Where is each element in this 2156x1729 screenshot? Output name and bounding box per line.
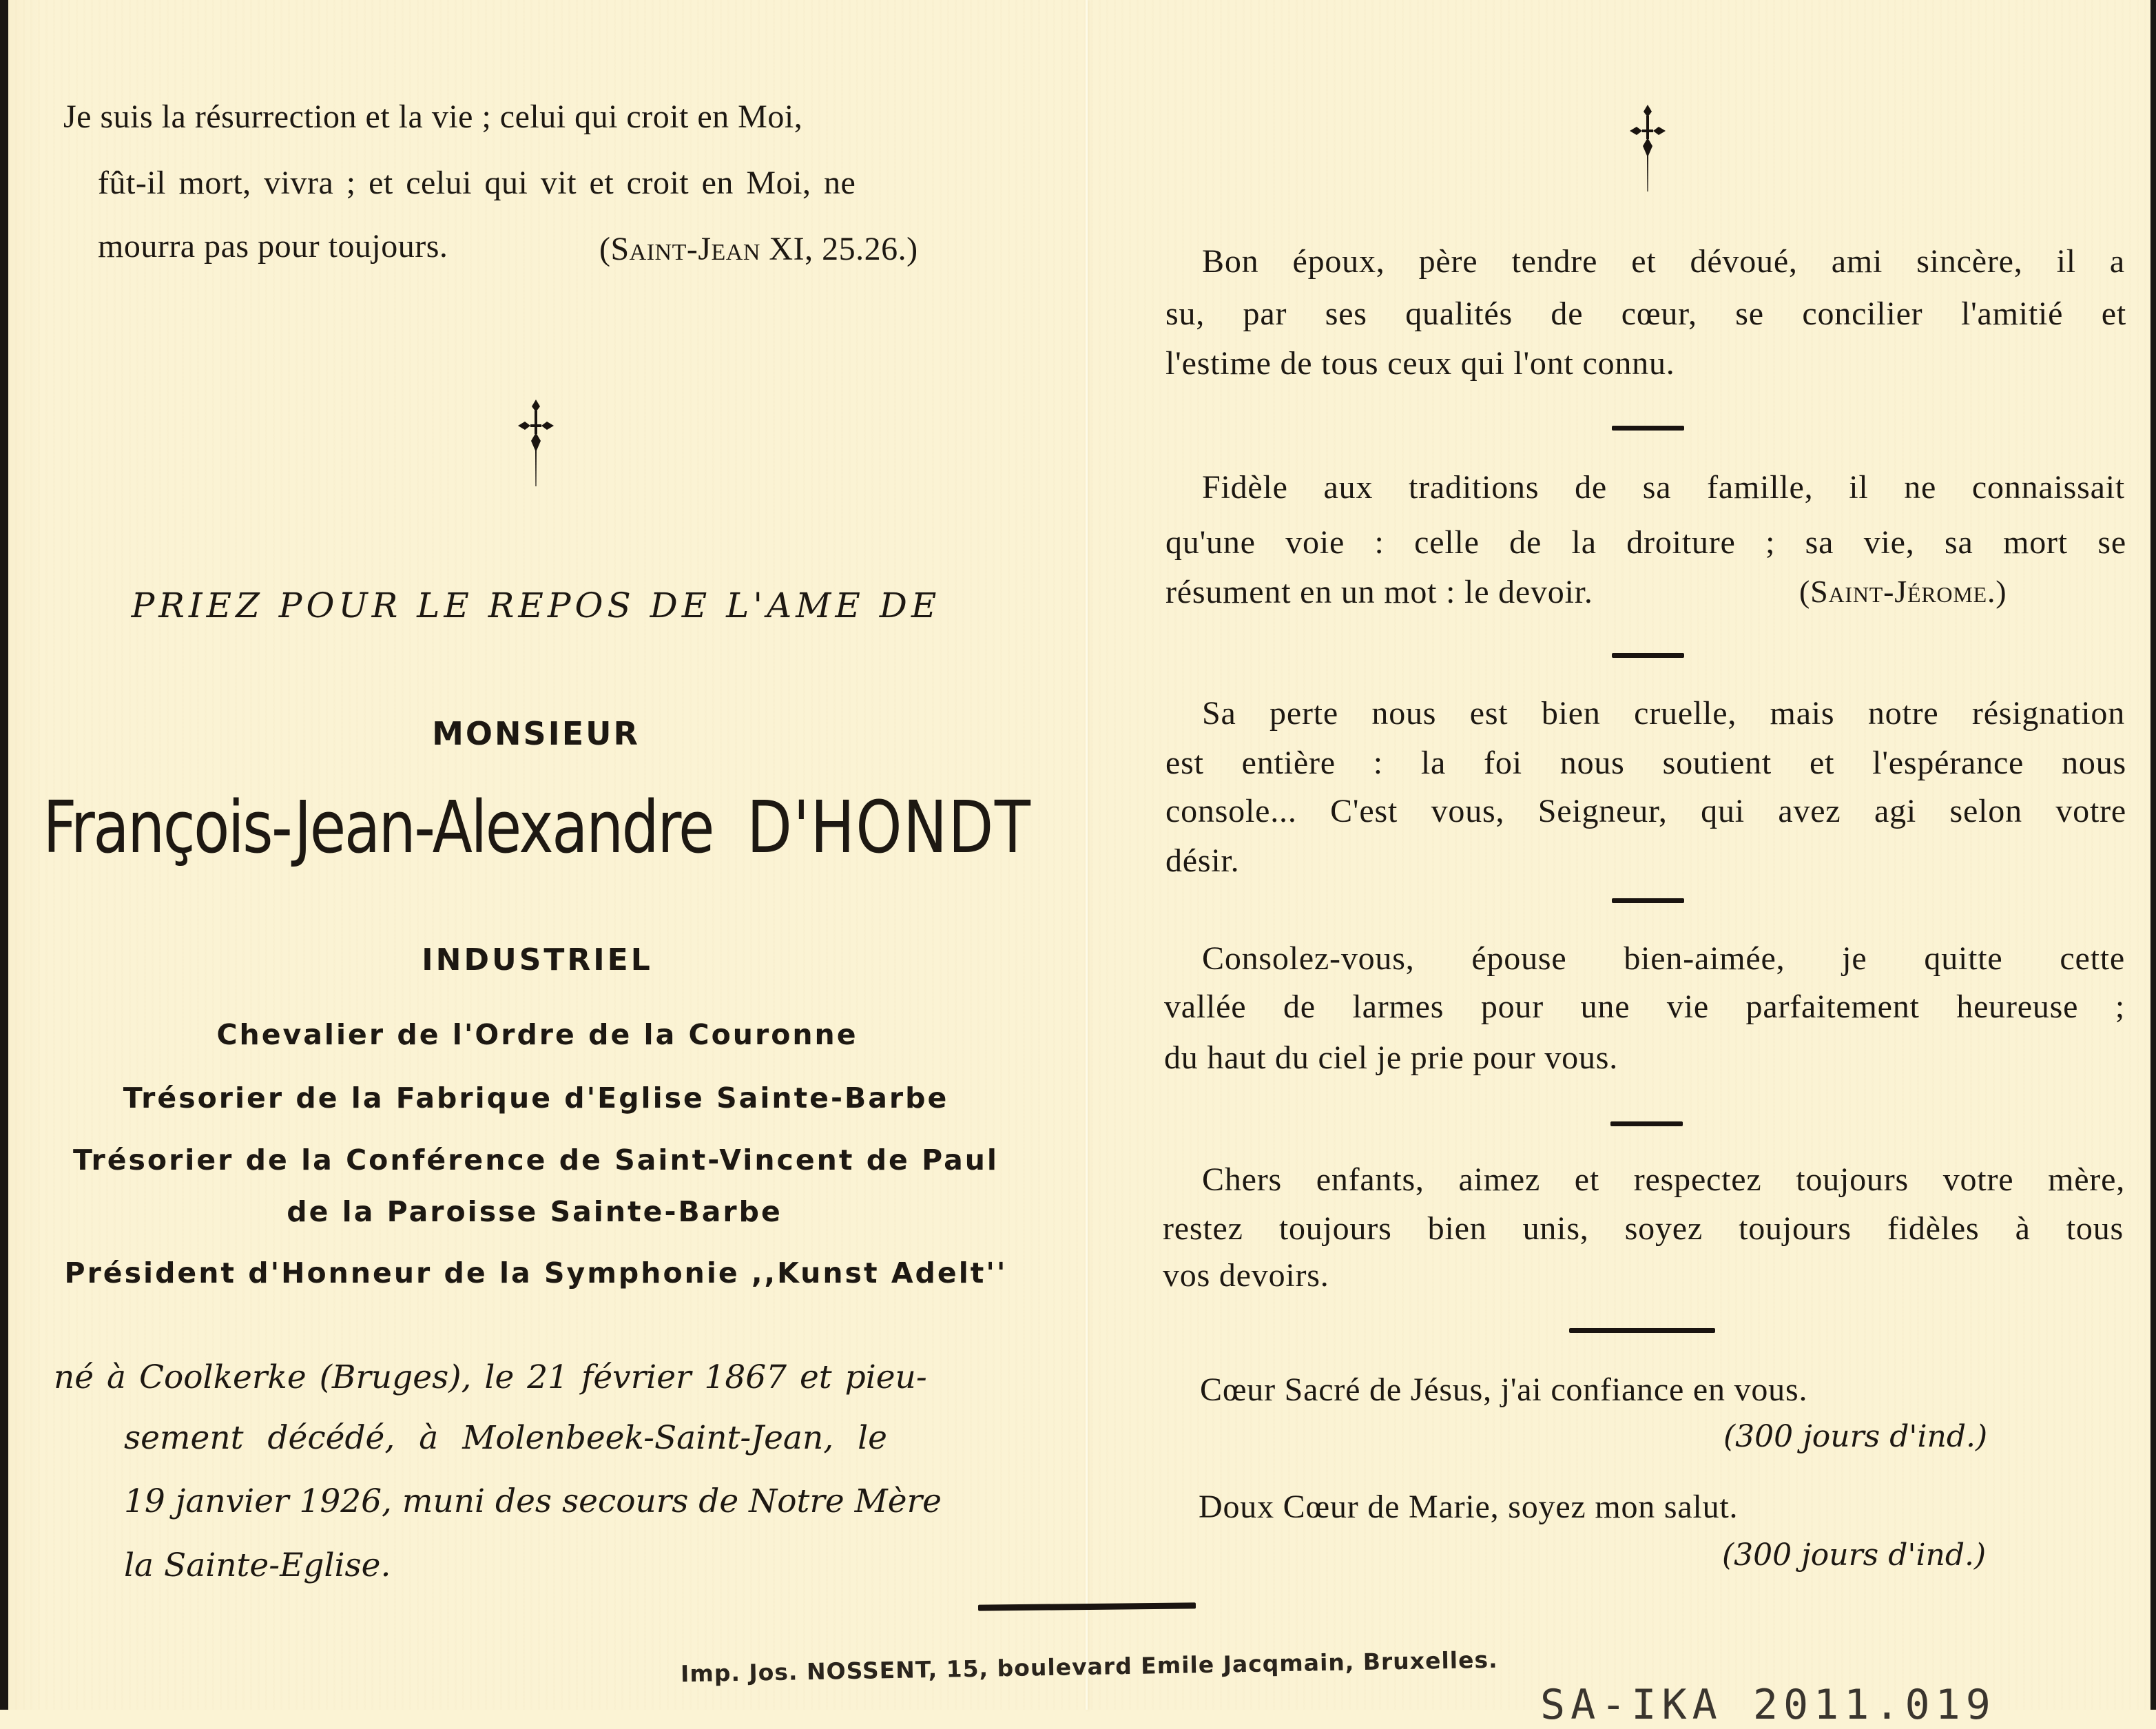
paragraph-line: qu'une voie : celle de la droiture ; sa vie, sa mort se	[1165, 524, 2126, 561]
separator-dash	[1610, 1121, 1683, 1126]
title-line: Trésorier de la Conférence de Saint-Vincent de Paul	[73, 1143, 999, 1177]
quote-reference: (Saint-Jean XI, 25.26.)	[599, 231, 918, 267]
paragraph-line: vos devoirs.	[1163, 1257, 1329, 1294]
invocation-heading: PRIEZ POUR LE REPOS DE L'AME DE	[131, 586, 941, 625]
honorific: MONSIEUR	[432, 715, 640, 752]
given-names: François-Jean-Alexandre	[43, 785, 714, 869]
paragraph-line: du haut du ciel je prie pour vous.	[1164, 1039, 1619, 1076]
title-line: de la Paroisse Sainte-Barbe	[287, 1195, 782, 1228]
title-line: Trésorier de la Fabrique d'Eglise Sainte-Barbe	[123, 1081, 949, 1115]
indulgence-note: (300 jours d'ind.)	[1722, 1538, 1987, 1573]
scan-edge-left	[0, 0, 8, 1710]
paragraph-line: Bon époux, père tendre et dévoué, ami sincère, il a	[1202, 243, 2125, 280]
scan-edge-right	[2150, 0, 2156, 1710]
paragraph-line: l'estime de tous ceux qui l'ont connu.	[1165, 345, 1675, 382]
bio-line: né à Coolkerke (Bruges), le 21 février 1867 et pieu-	[54, 1358, 927, 1396]
handwritten-catalog-number: SA-IKA 2011.019	[1540, 1681, 1996, 1729]
title-line: Président d'Honneur de la Symphonie ,,Kunst Adelt''	[64, 1256, 1008, 1290]
profession: INDUSTRIEL	[422, 942, 653, 977]
bio-line: 19 janvier 1926, muni des secours de Notre Mère	[124, 1482, 942, 1520]
surname: D'HONDT	[747, 785, 1032, 869]
paragraph-line: Sa perte nous est bien cruelle, mais notre résignation	[1202, 695, 2125, 732]
paragraph-line: console... C'est vous, Seigneur, qui avez agi selon votre	[1165, 793, 2126, 829]
bio-line: la Sainte-Eglise.	[124, 1546, 391, 1584]
separator-dash	[1612, 426, 1684, 431]
paragraph-line: résument en un mot : le devoir.	[1165, 574, 1593, 610]
card-fold	[1086, 0, 1088, 1710]
paragraph-line: Fidèle aux traditions de sa famille, il ne connaissait	[1202, 469, 2125, 506]
paragraph-line: vallée de larmes pour une vie parfaitement heureuse ;	[1164, 988, 2125, 1025]
separator-dash	[1612, 898, 1684, 903]
paragraph-line: su, par ses qualités de cœur, se concilier l'amitié et	[1165, 296, 2126, 332]
paragraph-line: Consolez-vous, épouse bien-aimée, je quitte cette	[1202, 940, 2125, 977]
paragraph-line: Chers enfants, aimez et respectez toujours votre mère,	[1202, 1161, 2125, 1198]
indulgence-note: (300 jours d'ind.)	[1723, 1419, 1988, 1454]
paragraph-line: désir.	[1165, 842, 1240, 879]
separator-dash-long	[1569, 1328, 1715, 1333]
title-line: Chevalier de l'Ordre de la Couronne	[216, 1018, 858, 1051]
bio-line: sement décédé, à Molenbeek-Saint-Jean, le	[124, 1419, 887, 1457]
paragraph-reference: (Saint-Jérome.)	[1799, 574, 2007, 609]
printer-imprint: Imp. Jos. NOSSENT, 15, boulevard Emile Jacqmain, Bruxelles.	[680, 1646, 1498, 1688]
cross-icon	[515, 398, 557, 488]
prayer-text: Doux Cœur de Marie, soyez mon salut.	[1199, 1489, 1739, 1525]
cross-icon	[1627, 103, 1668, 193]
paragraph-line: est entière : la foi nous soutient et l'espérance nous	[1165, 745, 2126, 781]
quote-line: fût-il mort, vivra ; et celui qui vit et croit en Moi, ne	[98, 165, 856, 201]
prayer-text: Cœur Sacré de Jésus, j'ai confiance en vous.	[1200, 1371, 1808, 1408]
separator-dash	[1612, 653, 1684, 658]
paragraph-line: restez toujours bien unis, soyez toujours fidèles à tous	[1163, 1210, 2124, 1247]
quote-line: Je suis la résurrection et la vie ; celui qui croit en Moi,	[63, 99, 803, 135]
quote-line: mourra pas pour toujours.	[98, 228, 448, 265]
deceased-name	[43, 785, 1031, 869]
